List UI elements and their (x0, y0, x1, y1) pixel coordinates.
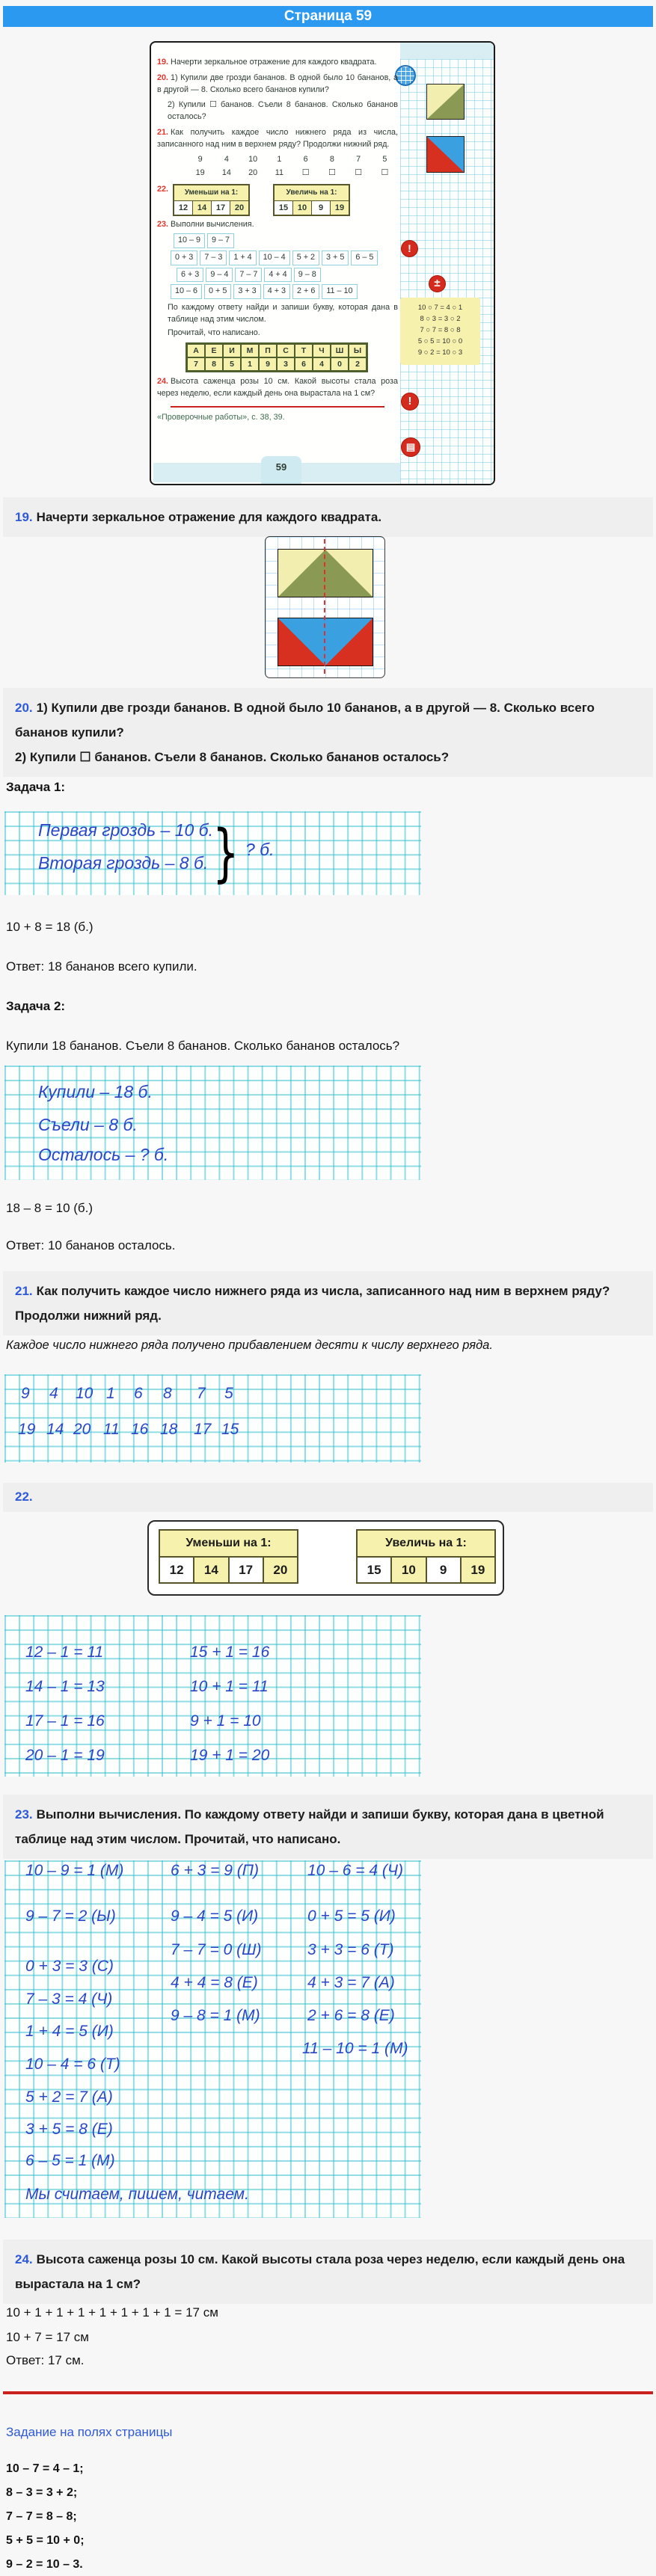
letter-num: 9 (259, 357, 277, 371)
eq-cell: 11 – 10 (322, 284, 357, 299)
letter-num: 7 (187, 357, 205, 371)
task1-label: Задача 1: (6, 780, 66, 794)
margin-eq: 10 – 7 = 4 – 1; (6, 2462, 84, 2475)
equation: 10 – 4 = 6 (Т) (25, 2056, 120, 2073)
task-20-text1: 1) Купили две грозди бананов. В одной было 10 бананов, а в другой — 8. Сколько всего бананов купили? (15, 701, 595, 740)
letter-row (187, 344, 367, 357)
num: 5 (224, 1385, 233, 1402)
margin-task-heading: Задание на полях страницы (6, 2425, 173, 2439)
task-number: 19. (157, 58, 169, 67)
num: 20 (73, 1421, 91, 1438)
equation: 7 – 3 = 4 (Ч) (25, 1991, 113, 2008)
cell: 14 (194, 1558, 229, 1582)
num: 18 (160, 1421, 178, 1438)
eq-cell: 4 + 4 (264, 268, 291, 283)
num: 20 (248, 168, 258, 177)
task-23-bar (3, 1795, 653, 1859)
equation: 10 – 6 = 4 (Ч) (307, 1862, 403, 1879)
num: 9 (197, 155, 203, 165)
handwriting-line: Осталось – ? б. (38, 1145, 169, 1164)
margin-eq: 10 ○ 7 = 4 ○ 1 (417, 304, 463, 312)
margin-eq: 7 ○ 7 = 8 ○ 8 (420, 326, 461, 334)
eq-cell: 9 – 8 (294, 268, 321, 283)
num: 9 (21, 1385, 30, 1402)
task-22-number: 22. (15, 1490, 33, 1504)
scan-task-20-p2 (168, 99, 398, 123)
exclamation-icon: ! (401, 393, 419, 411)
margin-eq: 8 – 3 = 3 + 2; (6, 2486, 78, 2499)
equation: 4 + 3 = 7 (А) (307, 1974, 395, 1991)
equation: 5 + 2 = 7 (А) (25, 2088, 113, 2106)
eq-cell: 9 – 4 (206, 268, 233, 283)
num: 15 (221, 1421, 239, 1438)
eq-cell: 9 – 7 (207, 233, 234, 248)
num: 7 (197, 1385, 206, 1402)
task-24-bar (3, 2240, 653, 2304)
task-23-title: Выполни вычисления. По каждому ответу найди и запиши букву, которая дана в цветной таблице над этим числом. Прочитай, что написано. (15, 1807, 604, 1847)
equation: 6 – 5 = 1 (М) (25, 2152, 115, 2169)
task-text: 1) Купили две грозди бананов. В одной было 10 бананов, а в другой — 8. Сколько всего бананов купили? (157, 73, 398, 94)
num: ☐ (355, 168, 362, 177)
eq-cell: 10 – 9 (174, 233, 205, 248)
cell: 17 (212, 201, 230, 215)
tables-22-figure (147, 1520, 504, 1596)
scan-task-21 (157, 127, 398, 151)
equation: 4 + 4 = 8 (Е) (171, 1974, 258, 1991)
eq-cell: 0 + 5 (204, 284, 231, 299)
equation: 1 + 4 = 5 (И) (25, 2023, 114, 2040)
task-number: 22. (157, 184, 169, 194)
margin-eq: 5 ○ 5 = 10 ○ 0 (417, 337, 463, 345)
graph-paper-1 (4, 811, 421, 895)
equation: 9 + 1 = 10 (190, 1712, 261, 1730)
scan-task-24 (157, 376, 398, 400)
cell: 17 (230, 1558, 264, 1582)
num: ☐ (301, 168, 310, 177)
table-cells (358, 1558, 494, 1582)
number-row (187, 357, 367, 371)
scan-21-top-row (187, 154, 398, 166)
equation: 9 – 8 = 1 (М) (171, 2007, 260, 2024)
eq-cell: 7 – 7 (235, 268, 262, 283)
num: 14 (221, 168, 231, 177)
cell: 12 (174, 201, 193, 215)
margin-eq: 9 – 2 = 10 – 3. (6, 2558, 83, 2571)
num: ☐ (328, 168, 336, 177)
num: 4 (224, 155, 229, 165)
letter: Ы (349, 344, 367, 357)
letter-num: 8 (205, 357, 223, 371)
cell: 19 (331, 201, 349, 215)
cell: 19 (462, 1558, 494, 1582)
mirror-answer-figure (265, 536, 385, 678)
scan-23-row2 (171, 250, 398, 265)
cell: 10 (293, 201, 312, 215)
scan-margin-top-strip (400, 43, 494, 59)
eq-cell: 0 + 3 (171, 250, 197, 265)
letter-num: 4 (313, 357, 331, 371)
cell: 15 (358, 1558, 392, 1582)
handwriting-question: ? б. (245, 840, 275, 859)
num: 8 (163, 1385, 172, 1402)
equation: 10 + 1 = 11 (190, 1678, 269, 1695)
scan-23-note2: Прочитай, что написано. (168, 328, 260, 337)
eq-cell: 5 + 2 (292, 250, 319, 265)
eq-cell: 2 + 6 (292, 284, 319, 299)
task-number: 24. (157, 377, 169, 387)
green-triangle (427, 84, 464, 119)
handwriting-line: Купили – 18 б. (38, 1082, 153, 1101)
letter-num: 3 (277, 357, 295, 371)
scan-task-19 (157, 57, 398, 69)
scan-23-row3 (177, 268, 398, 283)
eq-cell: 10 – 4 (259, 250, 290, 265)
letter: Е (205, 344, 223, 357)
task-21-explanation: Каждое число нижнего ряда получено прибавлением десяти к числу верхнего ряда. (6, 1338, 493, 1352)
task-19-title: Начерти зеркальное отражение для каждого квадрата. (36, 510, 382, 524)
letter: Т (295, 344, 313, 357)
task-19-number: 19. (15, 510, 33, 524)
num: 5 (382, 155, 387, 165)
blue-triangle (278, 618, 373, 665)
task-20-p1 (15, 695, 641, 745)
scan-footer-ref: «Проверочные работы», с. 38, 39. (157, 413, 285, 422)
letter-num: 5 (223, 357, 241, 371)
num: 11 (275, 168, 283, 177)
scan-23-note: По каждому ответу найди и запиши букву, которая дана в таблице над этим числом. (168, 303, 398, 324)
green-triangle (278, 550, 373, 597)
answer-text: Ответ: 17 см. (6, 2353, 85, 2367)
margin-eq: 5 + 5 = 10 + 0; (6, 2534, 85, 2547)
solution-eq: 10 + 8 = 18 (б.) (6, 920, 94, 934)
num: 1 (106, 1385, 115, 1402)
equation: 19 + 1 = 20 (190, 1747, 270, 1764)
num: 10 (76, 1385, 94, 1402)
letter: П (259, 344, 277, 357)
task-20-text2: 2) Купили ☐ бананов. Съели 8 бананов. Сколько бананов осталось? (15, 750, 450, 765)
equation: 9 – 7 = 2 (Ы) (25, 1908, 116, 1925)
task2-label: Задача 2: (6, 999, 66, 1013)
table-cells (160, 1558, 297, 1582)
task-21-title: Как получить каждое число нижнего ряда из числа, записанного над ним в верхнем ряду? Продолжи нижний ряд. (15, 1284, 610, 1324)
mirror-axis-line (324, 539, 325, 674)
eq-cell: 3 + 3 (233, 284, 260, 299)
letter: М (241, 344, 259, 357)
equation: 11 – 10 = 1 (М) (302, 2040, 408, 2057)
table-cells (174, 201, 248, 215)
scan-divider (171, 406, 384, 408)
scan-21-bottom-row (187, 167, 398, 179)
cell: 20 (230, 201, 248, 215)
task-20-bar (3, 688, 653, 777)
mirrored-red-square (278, 618, 373, 666)
scan-square-yellow-green (426, 84, 465, 120)
num: 1 (277, 155, 282, 165)
letter: Ш (331, 344, 349, 357)
scan-task-20-p1 (157, 73, 398, 96)
handwriting-line: Первая гроздь – 10 б. (38, 820, 213, 840)
cell: 20 (264, 1558, 297, 1582)
eq-cell: 10 – 6 (171, 284, 202, 299)
scan-table-decrease (173, 184, 250, 217)
task-number: 23. (157, 220, 169, 230)
table-title: Увеличь на 1: (275, 185, 349, 202)
num: 6 (134, 1385, 143, 1402)
task-22-bar (3, 1483, 653, 1512)
eq-cell: 7 – 3 (200, 250, 227, 265)
cell: 12 (160, 1558, 194, 1582)
task-24-number: 24. (15, 2252, 33, 2266)
task-24-title: Высота саженца розы 10 см. Какой высоты стала роза через неделю, если каждый день она вырастала на 1 см? (15, 2252, 625, 2292)
scan-margin-task-box (400, 298, 480, 365)
num: 11 (103, 1421, 120, 1438)
num: 8 (329, 155, 334, 165)
graph-paper-5 (4, 1860, 421, 2218)
equation: 0 + 5 = 5 (И) (307, 1908, 396, 1925)
equation: 3 + 5 = 8 (Е) (25, 2121, 113, 2138)
task-21-bar (3, 1271, 653, 1335)
scan-page-number: 59 (261, 456, 301, 484)
num: 16 (131, 1421, 149, 1438)
equation: 3 + 3 = 6 (Т) (307, 1941, 394, 1958)
handwriting-line: Съели – 8 б. (38, 1115, 138, 1134)
textbook-scan (150, 41, 495, 485)
answer-text: Ответ: 18 бананов всего купили. (6, 959, 197, 974)
table-title: Уменьши на 1: (160, 1531, 297, 1558)
margin-eq: 8 ○ 3 = 3 ○ 2 (420, 315, 461, 323)
scan-letter-table (186, 342, 368, 372)
letter: И (223, 344, 241, 357)
solution-eq: 10 + 1 + 1 + 1 + 1 + 1 + 1 + 1 = 17 см (6, 2305, 218, 2320)
graph-paper-3 (4, 1374, 421, 1463)
num: 17 (194, 1421, 212, 1438)
scan-task-23 (157, 219, 398, 231)
task-number: 20. (157, 73, 169, 82)
equation: 6 + 3 = 9 (П) (171, 1862, 259, 1879)
task-number: 21. (157, 127, 169, 137)
task-21-number: 21. (15, 1284, 33, 1298)
cell: 10 (392, 1558, 426, 1582)
equation: 9 – 4 = 5 (И) (171, 1908, 259, 1925)
answer-text: Ответ: 10 бананов осталось. (6, 1238, 176, 1252)
scan-table-increase (273, 184, 350, 217)
scan-task-22 (157, 184, 398, 217)
eq-cell: 6 – 5 (351, 250, 378, 265)
equation: 10 – 9 = 1 (М) (25, 1862, 124, 1879)
task-23-number: 23. (15, 1807, 33, 1822)
num: 7 (356, 155, 361, 165)
mirrored-yellow-square (278, 549, 373, 597)
task-text: Высота саженца розы 10 см. Какой высоты стала роза через неделю, если каждый день она вырастала на 1 см? (157, 377, 398, 399)
scan-square-red-blue (426, 136, 465, 173)
task-19-bar (3, 497, 653, 537)
scan-23-row1 (174, 233, 398, 248)
letter-num: 2 (349, 357, 367, 371)
eq-cell: 1 + 4 (229, 250, 256, 265)
curly-brace: } (212, 817, 239, 891)
cell: 14 (193, 201, 212, 215)
letter: Ч (313, 344, 331, 357)
task-20-number: 20. (15, 701, 33, 715)
increase-table (356, 1529, 496, 1584)
letter-num: 1 (241, 357, 259, 371)
table-title: Увеличь на 1: (358, 1531, 494, 1558)
blue-triangle (427, 137, 464, 172)
graph-paper-4 (4, 1615, 421, 1777)
book-icon: ▤ (401, 437, 420, 457)
table-title: Уменьши на 1: (174, 185, 248, 202)
equation: 0 + 3 = 3 (С) (25, 1958, 114, 1975)
equation: 15 + 1 = 16 (190, 1644, 270, 1661)
task-text: Как получить каждое число нижнего ряда из числа, записанного над ним в верхнем ряду? Продолжи нижний ряд. (157, 127, 398, 149)
equation: 20 – 1 = 19 (25, 1747, 105, 1764)
decrease-table (159, 1529, 298, 1584)
eq-cell: 3 + 5 (322, 250, 349, 265)
equation: 2 + 6 = 8 (Е) (307, 2007, 395, 2024)
page-title: Страница 59 (3, 6, 653, 27)
num: ☐ (381, 168, 389, 177)
letter-num: 6 (295, 357, 313, 371)
num: 10 (248, 155, 258, 165)
num: 19 (18, 1421, 36, 1438)
task-text: Начерти зеркальное отражение для каждого квадрата. (171, 58, 377, 67)
num: 19 (195, 168, 205, 177)
section-divider (3, 2391, 653, 2394)
handwriting-line: Вторая гроздь – 8 б. (38, 853, 209, 873)
equation: 14 – 1 = 13 (25, 1678, 105, 1695)
notebook-grid-icon (395, 65, 416, 86)
exclamation-icon: ! (401, 240, 418, 257)
margin-eq: 7 – 7 = 8 – 8; (6, 2510, 77, 2523)
equation: 17 – 1 = 16 (25, 1712, 105, 1730)
letter-num: 0 (331, 357, 349, 371)
task2-condition: Купили 18 бананов. Съели 8 бананов. Сколько бананов осталось? (6, 1039, 400, 1053)
table-cells (275, 201, 349, 215)
num: 6 (303, 155, 308, 165)
letter: А (187, 344, 205, 357)
task-text: 2) Купили ☐ бананов. Съели 8 бананов. Сколько бананов осталось? (168, 100, 398, 121)
equation: 12 – 1 = 11 (25, 1644, 104, 1661)
final-phrase: Мы считаем, пишем, читаем. (25, 2186, 249, 2203)
scan-text-column (157, 53, 398, 428)
graph-paper-2 (4, 1066, 421, 1180)
task-text: Выполни вычисления. (171, 220, 254, 230)
eq-cell: 6 + 3 (177, 268, 203, 283)
equation: 7 – 7 = 0 (Ш) (171, 1941, 262, 1958)
num: 14 (46, 1421, 64, 1438)
plus-minus-icon: ± (429, 275, 446, 292)
cell: 15 (275, 201, 293, 215)
margin-eq: 9 ○ 2 = 10 ○ 3 (417, 348, 463, 357)
cell: 9 (312, 201, 331, 215)
scan-23-row4 (171, 284, 398, 299)
cell: 9 (427, 1558, 462, 1582)
solution-eq: 18 – 8 = 10 (б.) (6, 1201, 94, 1215)
eq-cell: 4 + 3 (263, 284, 290, 299)
num: 4 (49, 1385, 58, 1402)
solution-eq: 10 + 7 = 17 см (6, 2330, 89, 2344)
letter: С (277, 344, 295, 357)
